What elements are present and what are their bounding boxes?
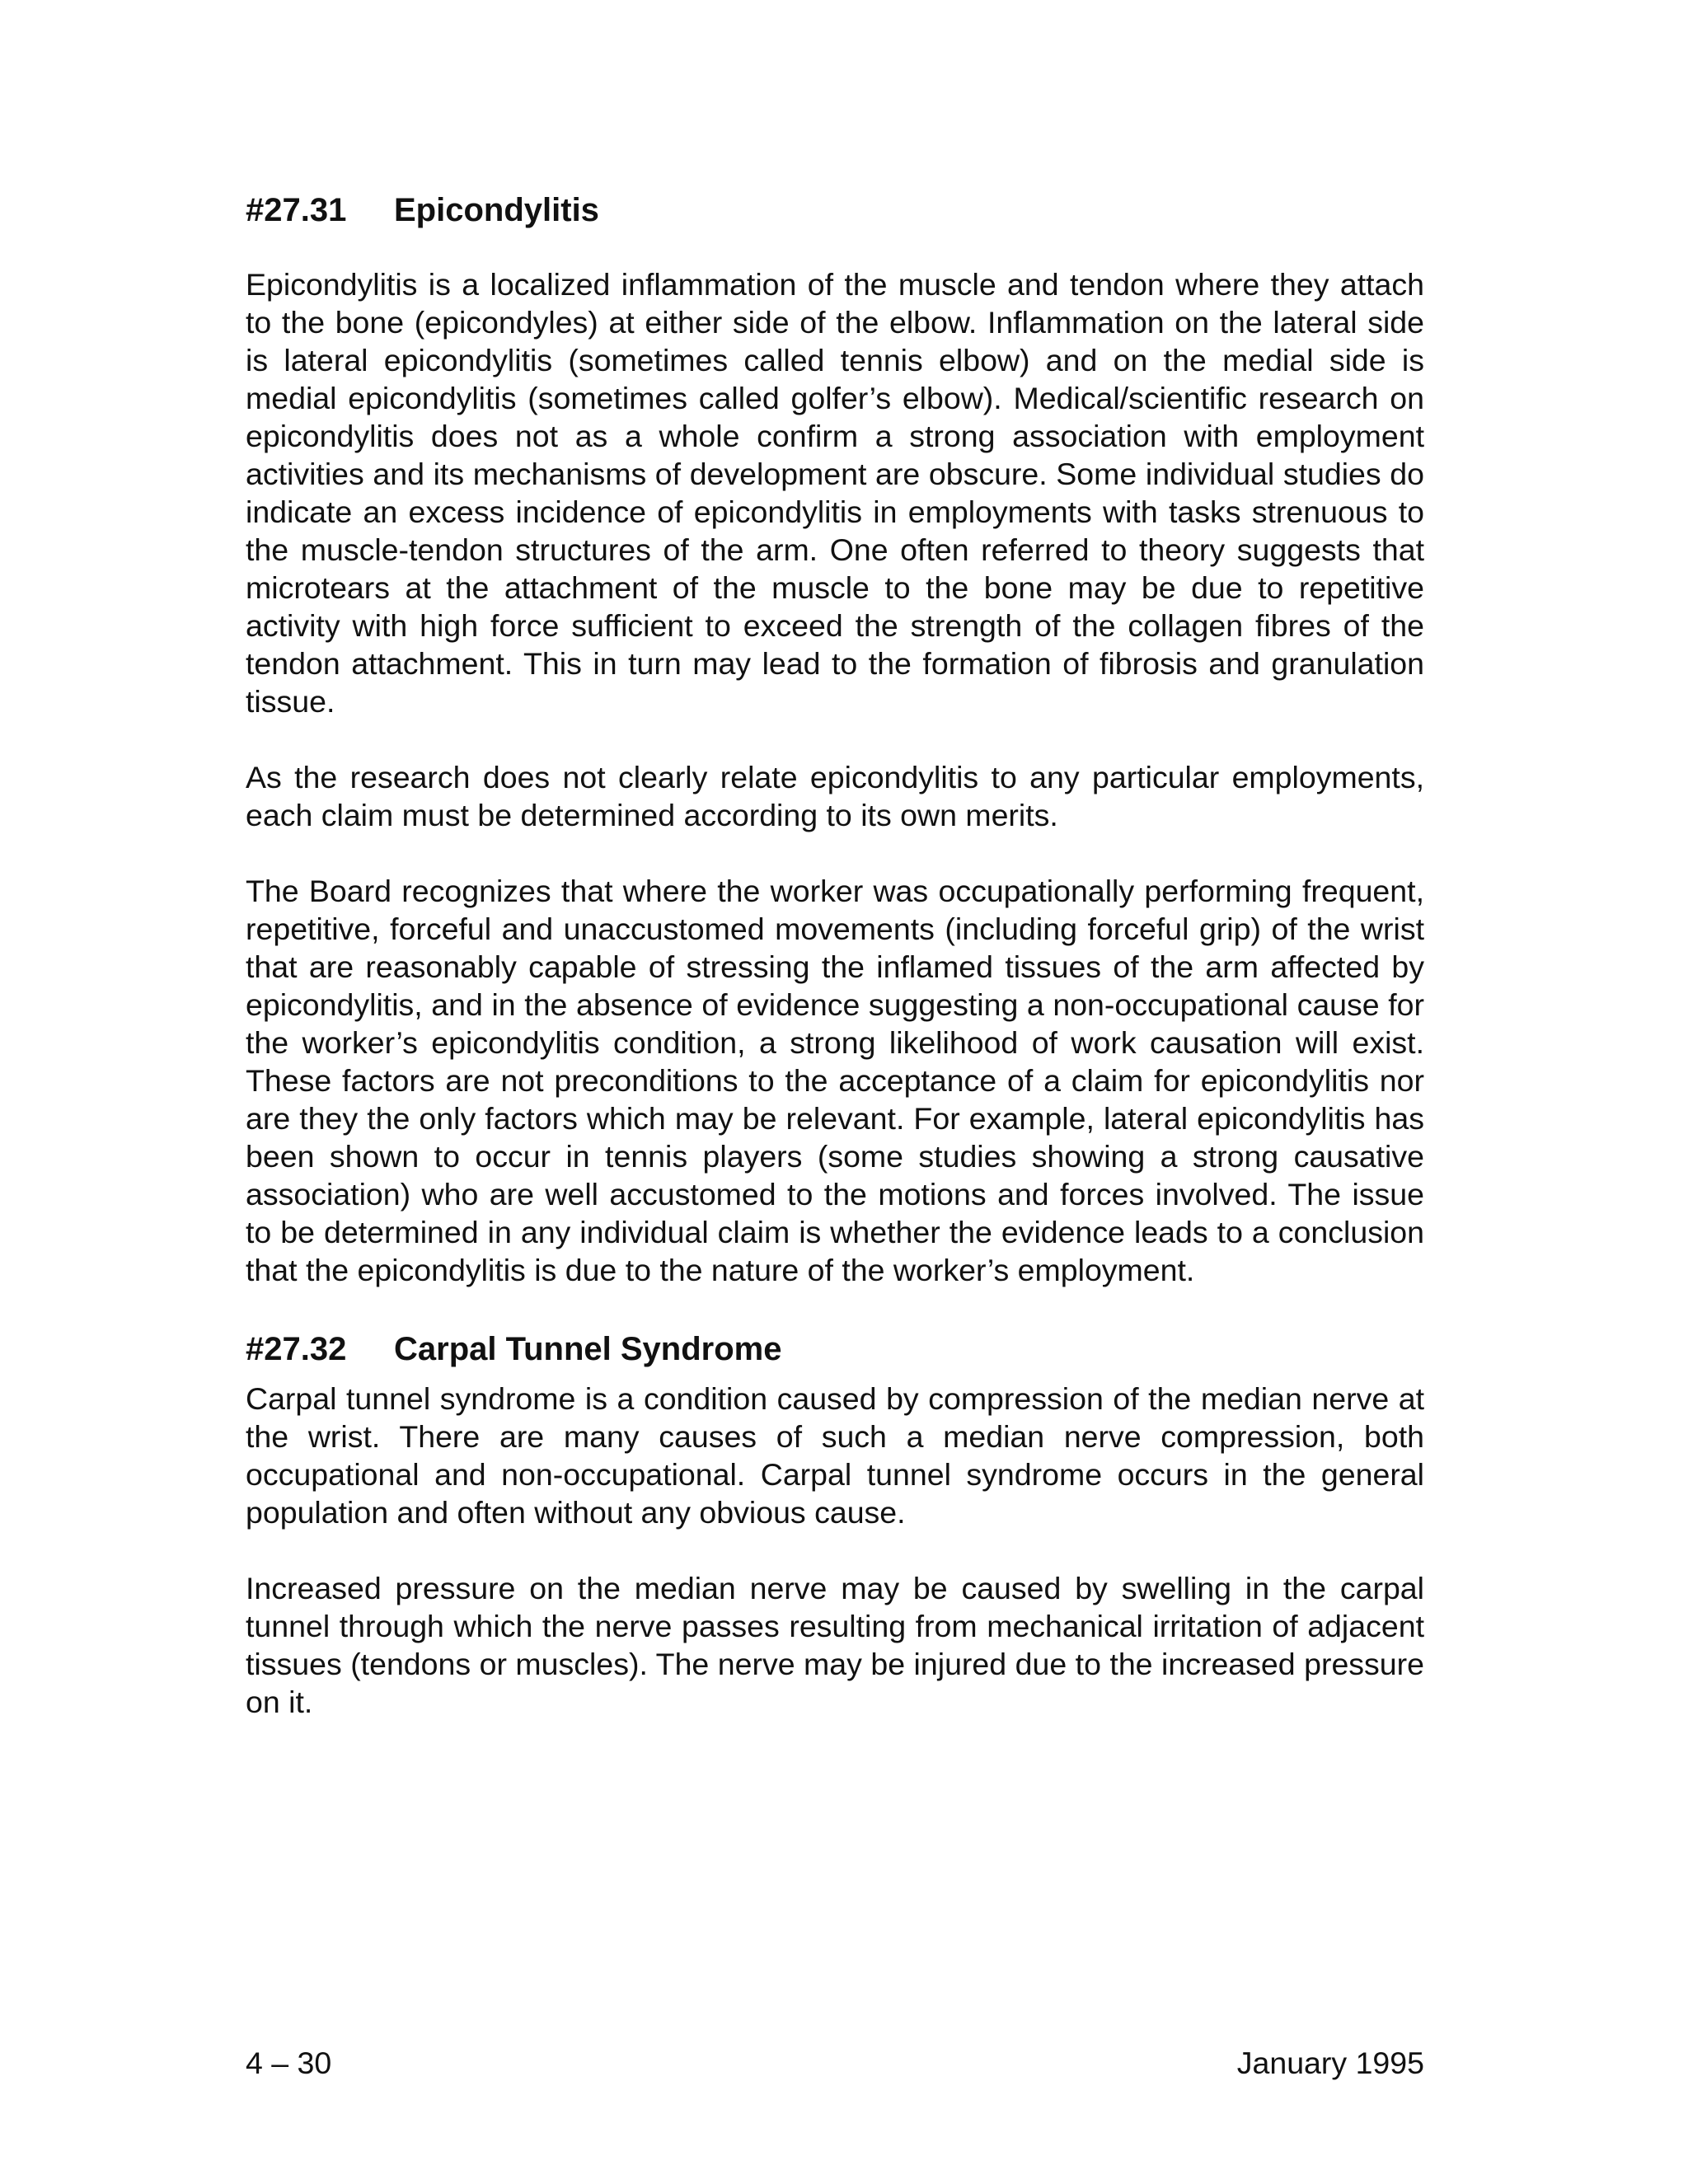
- page-number: 4 – 30: [246, 2046, 332, 2080]
- paragraph: As the research does not clearly relate epicondylitis to any particular employments, each claim must be determined according to its own merits.: [246, 760, 1424, 832]
- paragraph: Increased pressure on the median nerve may be caused by swelling in the carpal tunnel through which the nerve passes resulting from mechanical irritation of adjacent tissues (tendons or muscles). The nerve may be injured due to the increased pressure on it.: [246, 1571, 1424, 1719]
- section-title: Carpal Tunnel Syndrome: [394, 1331, 782, 1367]
- document-page: [246, 190, 1424, 1721]
- page-footer: [246, 2044, 1424, 2082]
- paragraph: Epicondylitis is a localized inflammation of the muscle and tendon where they attach to the bone (epicondyles) at either side of the elbow. Inflammation on the lateral side is lateral epicondylitis (sometimes called tennis elbow) and on the medial side is medial epicondylitis (sometimes called golfer’s elbow). Medical/scientific research on epicondylitis does not as a whole confirm a strong association with employment activities and its mechanisms of development are obscure. Some individual studies do indicate an excess incidence of epicondylitis in employments with tasks strenuous to the muscle-tendon structures of the arm. One often referred to theory suggests that microtears at the attachment of the muscle to the bone may be due to repetitive activity with high force sufficient to exceed the strength of the collagen fibres of the tendon attachment. This in turn may lead to the formation of fibrosis and granulation tissue.: [246, 267, 1424, 719]
- section-title: Epicondylitis: [394, 192, 599, 228]
- section-heading-carpal-tunnel: [246, 1329, 1424, 1370]
- footer-date: January 1995: [1236, 2046, 1424, 2080]
- section-heading-epicondylitis: [246, 190, 1424, 231]
- paragraph: Carpal tunnel syndrome is a condition caused by compression of the median nerve at the wrist. There are many causes of such a median nerve compression, both occupational and non-occupational. Carpal tunnel syndrome occurs in the general population and often without any obvious cause.: [246, 1381, 1424, 1530]
- section-number: #27.32: [246, 1331, 347, 1367]
- section-number: #27.31: [246, 192, 347, 228]
- paragraph: The Board recognizes that where the worker was occupationally performing frequent, repetitive, forceful and unaccustomed movements (including forceful grip) of the wrist that are reasonably capable of stressing the inflamed tissues of the arm affected by epicondylitis, and in the absence of evidence suggesting a non-occupational cause for the worker’s epicondylitis condition, a strong likelihood of work causation will exist. These factors are not preconditions to the acceptance of a claim for epicondylitis nor are they the only factors which may be relevant. For example, lateral epicondylitis has been shown to occur in tennis players (some studies showing a strong causative association) who are well accustomed to the motions and forces involved. The issue to be determined in any individual claim is whether the evidence leads to a conclusion that the epicondylitis is due to the nature of the worker’s employment.: [246, 874, 1424, 1287]
